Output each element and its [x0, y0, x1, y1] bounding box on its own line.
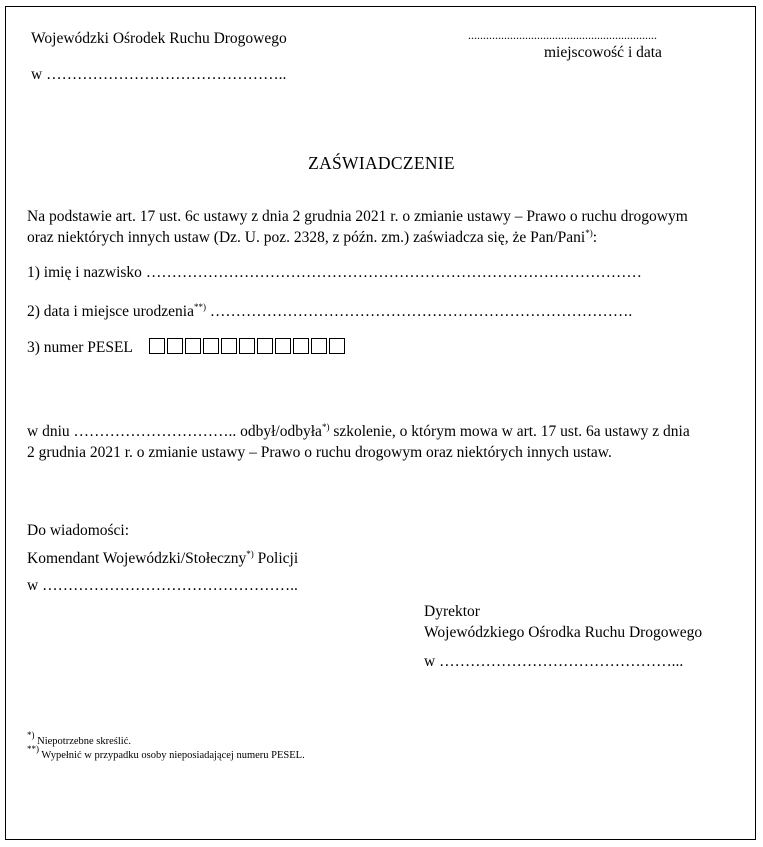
pesel-digit-box: [311, 338, 327, 354]
statement-paragraph: [27, 421, 745, 463]
signature-institution: Wojewódzkiego Ośrodka Ruchu Drogowego: [424, 624, 703, 641]
footnote-mark: *): [585, 228, 593, 238]
institution-location: w ………………………………………..: [31, 66, 287, 83]
birth-label: 2) data i miejsce urodzenia: [27, 303, 194, 320]
place-date-line: ...............................................................: [468, 28, 657, 42]
intro-line-1: Na podstawie art. 17 ust. 6c ustawy z dnia 2 grudnia 2021 r. o zmianie ustawy – Prawo o ruchu drogowym: [27, 208, 688, 225]
signature-title: Dyrektor: [424, 603, 480, 620]
intro-line-2: oraz niektórych innych ustaw (Dz. U. poz. 2328, z późn. zm.) zaświadcza się, że Pan/Pani*):: [27, 228, 598, 246]
footnote-mark: *): [321, 422, 330, 432]
pesel-digit-box: [293, 338, 309, 354]
place-date-label: miejscowość i data: [544, 44, 662, 61]
pesel-boxes: [149, 338, 347, 354]
notify-heading: Do wiadomości:: [27, 522, 130, 539]
pesel-digit-box: [149, 338, 165, 354]
pesel-digit-box: [167, 338, 183, 354]
pesel-digit-box: [275, 338, 291, 354]
document-title: ZAŚWIADCZENIE: [308, 153, 455, 173]
pesel-label: 3) numer PESEL: [27, 339, 133, 356]
notify-recipient: Komendant Wojewódzki/Stołeczny*) Policji: [27, 549, 299, 567]
signature-location: w ………………………………………...: [424, 653, 684, 670]
pesel-digit-box: [221, 338, 237, 354]
pesel-digit-box: [329, 338, 345, 354]
statement-line-1: w dniu ………………………….. odbył/odbyła*) szkolenie, o którym mowa w art. 17 ust. 6a ustawy z dnia: [27, 422, 690, 440]
pesel-digit-box: [257, 338, 273, 354]
name-dots: ……………………………………………………………………………………: [145, 264, 642, 281]
pesel-digit-box: [185, 338, 201, 354]
certificate-page: [5, 6, 756, 840]
pesel-digit-box: [239, 338, 255, 354]
birth-field: [27, 302, 632, 322]
pesel-digit-box: [203, 338, 219, 354]
footnote-mark: *): [246, 549, 254, 559]
footnote-2: **) Wypełnić w przypadku osoby nieposiadającej numeru PESEL.: [27, 744, 305, 761]
institution-name: Wojewódzki Ośrodek Ruchu Drogowego: [31, 30, 287, 47]
intro-paragraph: [27, 206, 745, 248]
notify-location: w …………………………………………..: [27, 577, 298, 594]
name-label: 1) imię i nazwisko: [27, 264, 142, 281]
footnote-mark: **): [193, 302, 206, 312]
statement-line-2: 2 grudnia 2021 r. o zmianie ustawy – Prawo o ruchu drogowym oraz niektórych innych ustaw.: [27, 444, 612, 461]
name-field: [27, 263, 642, 283]
birth-dots: ……………………………………………………………………….: [209, 303, 633, 320]
footnote-1: *) Niepotrzebne skreślić.: [27, 730, 132, 747]
